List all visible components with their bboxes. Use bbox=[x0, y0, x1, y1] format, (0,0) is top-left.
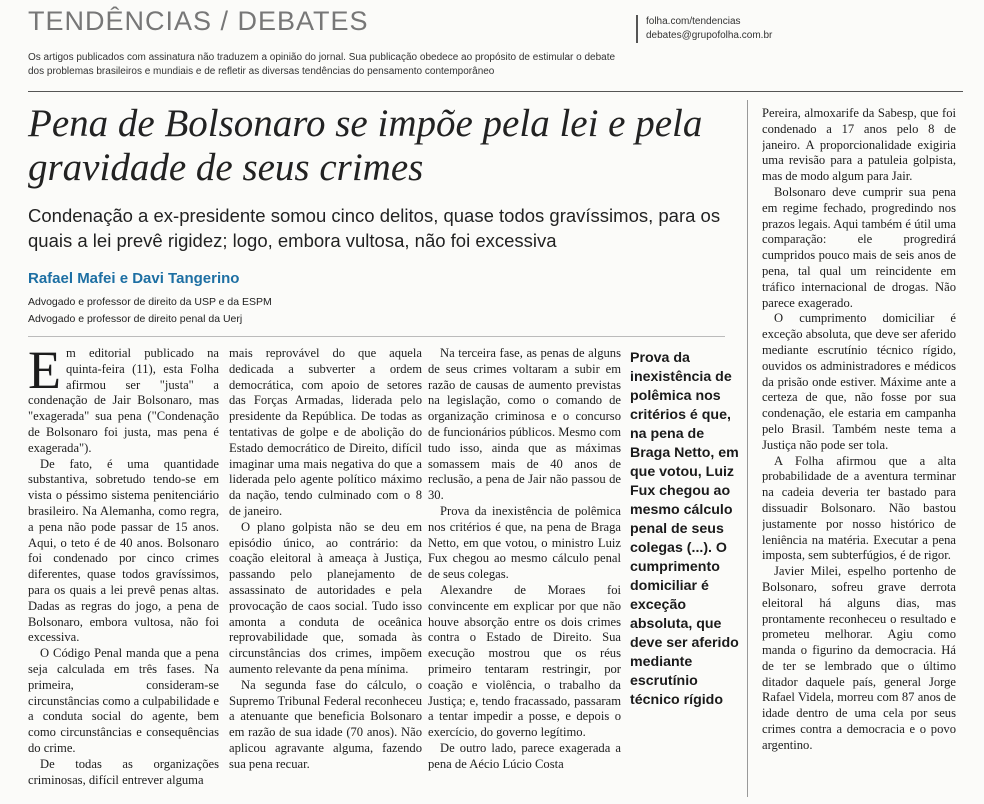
paragraph: O cumprimento domiciliar é exceção absoluta, que deve ser aferido mediante escrutínio técnico rígido, ouvidos os administradores e médicos da prisão onde estiver. Máxime ante a certeza de que, não fosse por sua condenação, ele estaria em campanha pelo Brasil. Também neste tema a Justiça não pode ser tola. bbox=[762, 311, 956, 452]
paragraph: Alexandre de Moraes foi convincente em explicar por que não houve absorção entre os dois crimes contra o Estado de Direito. Sua execução mostrou que os réus primeiro tentaram restringir, por coação e violência, o trabalho da Justiça; e, tendo fracassado, passaram a tentar impedir a posse, e depois o exercício, do governo legítimo. bbox=[428, 582, 621, 740]
paragraph: Bolsonaro deve cumprir sua pena em regime fechado, progredindo nos prazos legais. Aqui também é útil uma comparação: ele progredirá cumpridos pouco mais de seis anos de pena, tal qual um reincidente em tráfico internacional de drogas. Não parece exagerado. bbox=[762, 184, 956, 310]
section-contact bbox=[636, 15, 772, 43]
dropcap: E bbox=[28, 346, 61, 400]
article-column-2 bbox=[229, 346, 422, 798]
paragraph: Em editorial publicado na quinta-feira (11), esta Folha afirmou ser "justa" a condenação de Jair Bolsonaro, mas "exagerada" sua pena ("Condenação de Bolsonaro foi justa, mas pena é exagerada"). bbox=[28, 346, 219, 455]
paragraph: mais reprovável do que aquela dedicada a subverter a ordem democrática, com apoio de setores das Forças Armadas, liderada pelo presidente da República. De todas as tentativas de golpe e de abolição do Estado democrático de Direito, difícil imaginar uma mais negativa do que a liderada pelo agente político máximo da nação, tendo culminado com o 8 de janeiro. bbox=[229, 346, 422, 518]
paragraph: O plano golpista não se deu em episódio único, ao contrário: da coação eleitoral à ameaça à Justiça, passando pelo planejamento de assassinato de autoridades e pela provocação de caos social. Tudo isso amonta a conduta de oceânica reprovabilidade que, somada às circunstâncias dos crimes, impõem aumento relevante da pena mínima. bbox=[229, 519, 422, 676]
article-column-3 bbox=[428, 346, 621, 798]
paragraph: De todas as organizações criminosas, difícil entrever alguma bbox=[28, 756, 219, 787]
paragraph: A Folha afirmou que a alta probabilidade de a aventura terminar na cadeia deveria ter bastado para dissuadir Bolsonaro. Não bastou justamente por nosso histórico de leniência na matéria. Executar a pena imposta, sem subterfúgios, é de rigor. bbox=[762, 453, 956, 563]
section-disclaimer: Os artigos publicados com assinatura não traduzem a opinião do jornal. Sua publicação obedece ao propósito de estimular o debate dos problemas brasileiros e mundiais e de refletir as diversas tendências do pensamento contemporâneo bbox=[28, 52, 616, 77]
article-headline: Pena de Bolsonaro se impõe pela lei e pela gravidade de seus crimes bbox=[28, 102, 703, 189]
paragraph: Na terceira fase, as penas de alguns de seus crimes voltaram a subir em razão de causas de aumento previstas na legislação, como o comando de organização criminosa e o concurso de funcionários públicos. Mesmo com tudo isso, ainda que as máximas somassem mais de 40 anos de reclusão, a pena de Jair não passou de 30. bbox=[428, 346, 621, 503]
paragraph: De fato, é uma quantidade substantiva, sobretudo tendo-se em vista o péssimo sistema penitenciário brasileiro. Na Alemanha, como regra, a pena não pode passar de 15 anos. Aqui, o teto é de 40 anos. Bolsonaro foi condenado por cinco crimes diferentes, quase todos gravíssimos, para os quais a lei prevê penas altas. Dadas as regras do jogo, a pena de Bolsonaro, embora vultosa, não foi excessiva. bbox=[28, 456, 219, 645]
pull-quote: Prova da inexistência de polêmica nos critérios é que, na pena de Braga Netto, em que votou, Luiz Fux chegou ao mesmo cálculo penal de seus colegas (...). O cumprimento domiciliar é exceção absoluta, que deve ser aferido mediante escrutínio técnico rígido bbox=[630, 350, 739, 708]
paragraph: O Código Penal manda que a pena seja calculada em três fases. Na primeira, consideram-se circunstâncias como a culpabilidade e a conduta social do agente, bem como circunstâncias e consequências do crime. bbox=[28, 646, 219, 755]
top-divider bbox=[28, 91, 963, 92]
contact-email[interactable]: debates@grupofolha.com.br bbox=[646, 30, 773, 41]
article-column-1 bbox=[28, 346, 219, 798]
article-column-4 bbox=[762, 106, 956, 798]
author-bio-2: Advogado e professor de direito penal da Uerj bbox=[28, 313, 243, 325]
article-byline: Rafael Mafei e Davi Tangerino bbox=[28, 270, 240, 287]
paragraph: De outro lado, parece exagerada a pena de Aécio Lúcio Costa bbox=[428, 740, 621, 771]
paragraph: Na segunda fase do cálculo, o Supremo Tribunal Federal reconheceu a atenuante que beneficia Bolsonaro em razão de sua idade (70 anos). Não aplicou agravante alguma, fazendo sua pena recuar. bbox=[229, 677, 422, 771]
paragraph: Pereira, almoxarife da Sabesp, que foi condenado a 17 anos pelo 8 de janeiro. A proporcionalidade exigiria uma revisão para a patuleia golpista, mas de modo algum para Jair. bbox=[762, 106, 956, 184]
byline-divider bbox=[28, 336, 725, 337]
contact-url[interactable]: folha.com/tendencias bbox=[646, 16, 741, 27]
author-bio-1: Advogado e professor de direito da USP e da ESPM bbox=[28, 296, 272, 308]
section-title: TENDÊNCIAS / DEBATES bbox=[28, 6, 369, 36]
column-rule bbox=[747, 100, 748, 797]
paragraph: Prova da inexistência de polêmica nos critérios é que, na pena de Braga Netto, em que votou, o ministro Luiz Fux chegou ao mesmo cálculo penal de seus colegas. bbox=[428, 503, 621, 582]
paragraph: Javier Milei, espelho portenho de Bolsonaro, sofreu grave derrota eleitoral há alguns dias, mas prontamente reconheceu o resultado e prometeu melhorar. Agiu como manda o figurino da democracia. Há de ter se lembrado que o último ditador daquele país, general Jorge Rafael Videla, morreu com 87 anos de idade dentro de uma cela por seus crimes contra a democracia e o povo argentino. bbox=[762, 564, 956, 752]
article-subhead: Condenação a ex-presidente somou cinco delitos, quase todos gravíssimos, para os quais a lei prevê rigidez; logo, embora vultosa, não foi excessiva bbox=[28, 205, 721, 251]
